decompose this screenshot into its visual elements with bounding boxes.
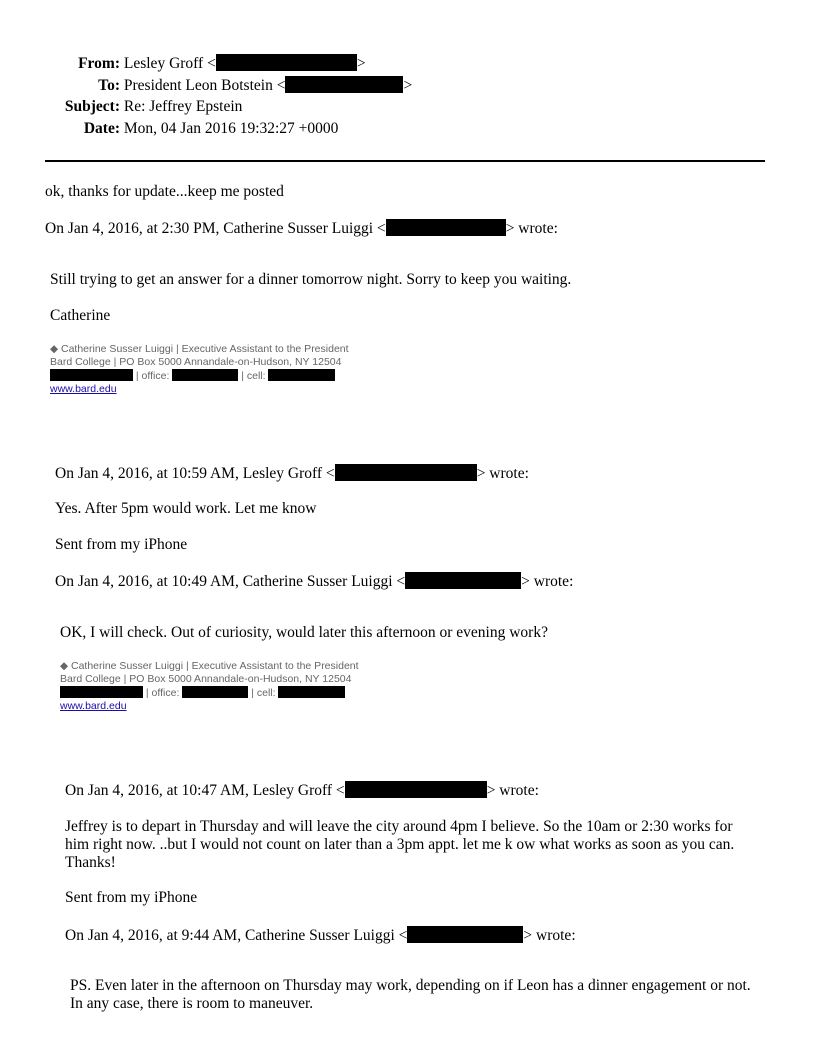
quote4-text: Jeffrey is to depart in Thursday and will leave the city around 4pm I believe. So the 10am or 2:30 works for him right now. ..but I would not count on later than a 3pm appt. let me k ow what works as soon as you can. Thanks! [65,818,735,871]
cell-label: | cell: [248,687,279,699]
quote4-intro [65,781,539,800]
redaction-box [386,219,506,236]
date-row [60,120,338,138]
redaction-box [60,686,143,698]
bard-link-2[interactable]: www.bard.edu [60,700,127,712]
from-value: Lesley Groff < [123,55,216,72]
wrote-text: > wrote: [521,573,574,590]
sent-from-1: Sent from my iPhone [55,536,188,553]
to-value: President Leon Botstein < [123,77,286,94]
wrote-text: > wrote: [523,927,576,944]
quote5-intro-text: On Jan 4, 2016, at 9:44 AM, Catherine Susser Luiggi < [65,927,408,944]
wrote-text: > wrote: [476,465,529,482]
quote3-intro-text: On Jan 4, 2016, at 10:49 AM, Catherine Susser Luiggi < [55,573,406,590]
quote2-intro [55,464,529,483]
wrote-text: > wrote: [505,220,558,237]
redaction-box [405,572,521,589]
sig-line2: Bard College | PO Box 5000 Annandale-on-Hudson, NY 12504 [60,673,352,685]
redaction-box [335,464,477,481]
sent-from-2: Sent from my iPhone [65,889,198,906]
to-label: To: [98,77,120,94]
redaction-box [268,369,335,381]
subject-row [60,98,242,116]
quote2-text: Yes. After 5pm would work. Let me know [55,500,317,517]
quote3-intro [55,572,573,591]
to-row [60,76,412,95]
date-label: Date: [83,120,120,137]
date-value: Mon, 04 Jan 2016 19:32:27 +0000 [123,120,339,137]
redaction-box [216,54,357,71]
quote4-intro-text: On Jan 4, 2016, at 10:47 AM, Lesley Groff < [65,782,345,799]
sig-line2: Bard College | PO Box 5000 Annandale-on-Hudson, NY 12504 [50,356,342,368]
signature-block-2 [60,660,359,713]
sig-line1: ◆ Catherine Susser Luiggi | Executive Assistant to the President [50,343,349,355]
close-angle: > [356,55,366,72]
quote3-text: OK, I will check. Out of curiosity, would later this afternoon or evening work? [60,624,548,641]
quote5-intro [65,926,576,945]
redaction-box [50,369,133,381]
redaction-box [345,781,487,798]
from-label: From: [78,55,120,72]
subject-label: Subject: [64,98,120,115]
header-divider [45,160,765,162]
redaction-box [407,926,523,943]
quote1-name: Catherine [50,307,111,324]
from-row [60,54,366,73]
quote2-intro-text: On Jan 4, 2016, at 10:59 AM, Lesley Groff < [55,465,335,482]
sig-line3 [50,369,349,383]
bard-link[interactable]: www.bard.edu [50,383,117,395]
reply-text: ok, thanks for update...keep me posted [45,183,284,200]
office-label: | office: [133,370,173,382]
sig-line1: ◆ Catherine Susser Luiggi | Executive Assistant to the President [60,660,359,672]
redaction-box [172,369,238,381]
signature-block [50,343,349,396]
subject-value: Re: Jeffrey Epstein [123,98,243,115]
quote1-intro [45,219,558,238]
redaction-box [278,686,345,698]
quote1-intro-text: On Jan 4, 2016, at 2:30 PM, Catherine Susser Luiggi < [45,220,386,237]
quote5-text: PS. Even later in the afternoon on Thursday may work, depending on if Leon has a dinner engagement or not. In any case, there is room to maneuver. [70,977,751,1012]
cell-label: | cell: [238,370,269,382]
redaction-box [285,76,403,93]
sig-line3 [60,686,359,700]
wrote-text: > wrote: [486,782,539,799]
quote1-text: Still trying to get an answer for a dinner tomorrow night. Sorry to keep you waiting. [50,271,572,288]
office-label: | office: [143,687,183,699]
redaction-box [182,686,248,698]
close-angle: > [403,77,413,94]
